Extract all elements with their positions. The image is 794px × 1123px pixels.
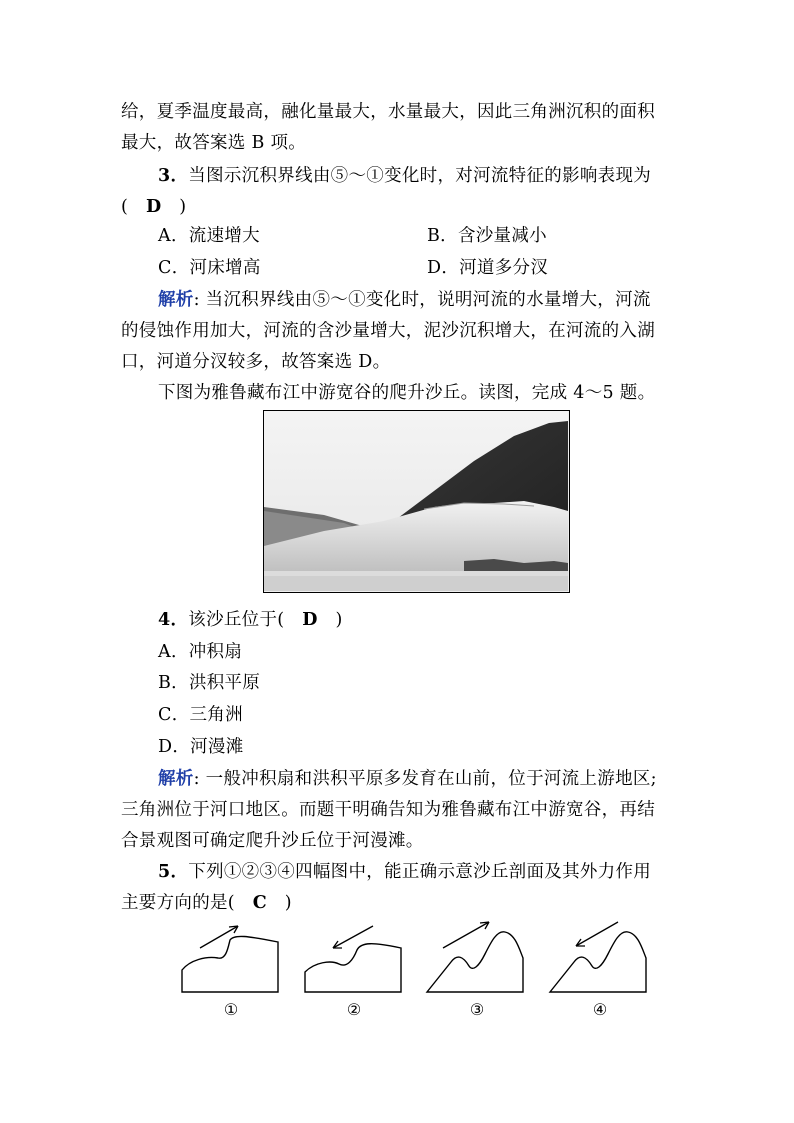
question-text: 该沙丘位于( [188, 610, 303, 630]
option-b: B．洪积平原 [158, 673, 261, 693]
sand-dune-photo [263, 410, 570, 593]
text-line: 最大，故答案选 B 项。 [121, 133, 307, 153]
dune-profile-diagram-3 [423, 918, 528, 996]
arrowhead-icon [576, 939, 585, 946]
dune-profile-diagram-4 [546, 918, 651, 996]
analysis-3 [158, 286, 651, 311]
dune-profile [427, 932, 523, 992]
diagram-label-3: ③ [469, 1000, 485, 1019]
question-4 [158, 606, 343, 631]
analysis-text: : 一般冲积扇和洪积平原多发育在山前，位于河流上游地区; [193, 769, 657, 789]
dune-profile [305, 944, 401, 992]
text-line: 合景观图可确定爬升沙丘位于河漫滩。 [121, 831, 424, 851]
paren-open: ( [121, 197, 146, 217]
answer-line [121, 193, 186, 218]
analysis-text: : 当沉积界线由⑤～①变化时，说明河流的水量增大，河流 [193, 290, 651, 310]
option-d: D．河漫滩 [158, 737, 244, 757]
question-5 [158, 858, 651, 883]
question-text: 下列①②③④四幅图中，能正确示意沙丘剖面及其外力作用 [188, 862, 652, 882]
dune-profile-diagram-2 [301, 918, 406, 996]
text-line: 三角洲位于河口地区。而题干明确告知为雅鲁藏布江中游宽谷，再结 [121, 800, 655, 820]
question-3 [158, 162, 651, 187]
dune-profile-diagram-1 [178, 918, 283, 996]
diagram-label-4: ④ [592, 1000, 608, 1019]
option-b: B．含沙量减小 [427, 226, 547, 246]
wind-arrow-icon [443, 922, 489, 948]
answer-letter: D [145, 197, 162, 217]
analysis-label: 解析 [158, 769, 194, 789]
text-line: 给，夏季温度最高，融化量最大，水量最大，因此三角洲沉积的面积 [121, 102, 655, 122]
question-5-cont [121, 889, 292, 914]
diagram-label-1: ① [223, 1000, 239, 1019]
question-number: 4． [158, 610, 189, 630]
option-a: A．流速增大 [158, 226, 260, 246]
paren-close: ) [161, 197, 187, 217]
text-line: 的侵蚀作用加大，河流的含沙量增大，泥沙沉积增大，在河流的入湖 [121, 321, 655, 341]
paren-close: ) [317, 610, 343, 630]
dune-profile [182, 936, 278, 992]
question-text: 主要方向的是( [121, 893, 253, 913]
question-text: 当图示沉积界线由⑤～①变化时，对河流特征的影响表现为 [188, 166, 652, 186]
sand-dune-image [264, 411, 568, 591]
dune-profile [550, 932, 646, 992]
intro-4-5: 下图为雅鲁藏布江中游宽谷的爬升沙丘。读图，完成 4～5 题。 [158, 383, 656, 403]
wind-arrow-icon [576, 922, 618, 946]
option-c: C．三角洲 [158, 705, 243, 725]
diagram-label-2: ② [346, 1000, 362, 1019]
text-line: 口，河道分汊较多，故答案选 D。 [121, 352, 391, 372]
option-d: D．河道多分汊 [427, 258, 549, 278]
option-a: A．冲积扇 [158, 642, 243, 662]
option-c: C．河床增高 [158, 258, 261, 278]
answer-letter: C [252, 893, 267, 913]
paren-close: ) [266, 893, 292, 913]
answer-letter: D [302, 610, 318, 630]
analysis-label: 解析 [158, 290, 194, 310]
wind-arrow-icon [200, 926, 238, 948]
analysis-4 [158, 765, 657, 790]
question-number: 3． [158, 166, 189, 186]
question-number: 5． [158, 862, 189, 882]
